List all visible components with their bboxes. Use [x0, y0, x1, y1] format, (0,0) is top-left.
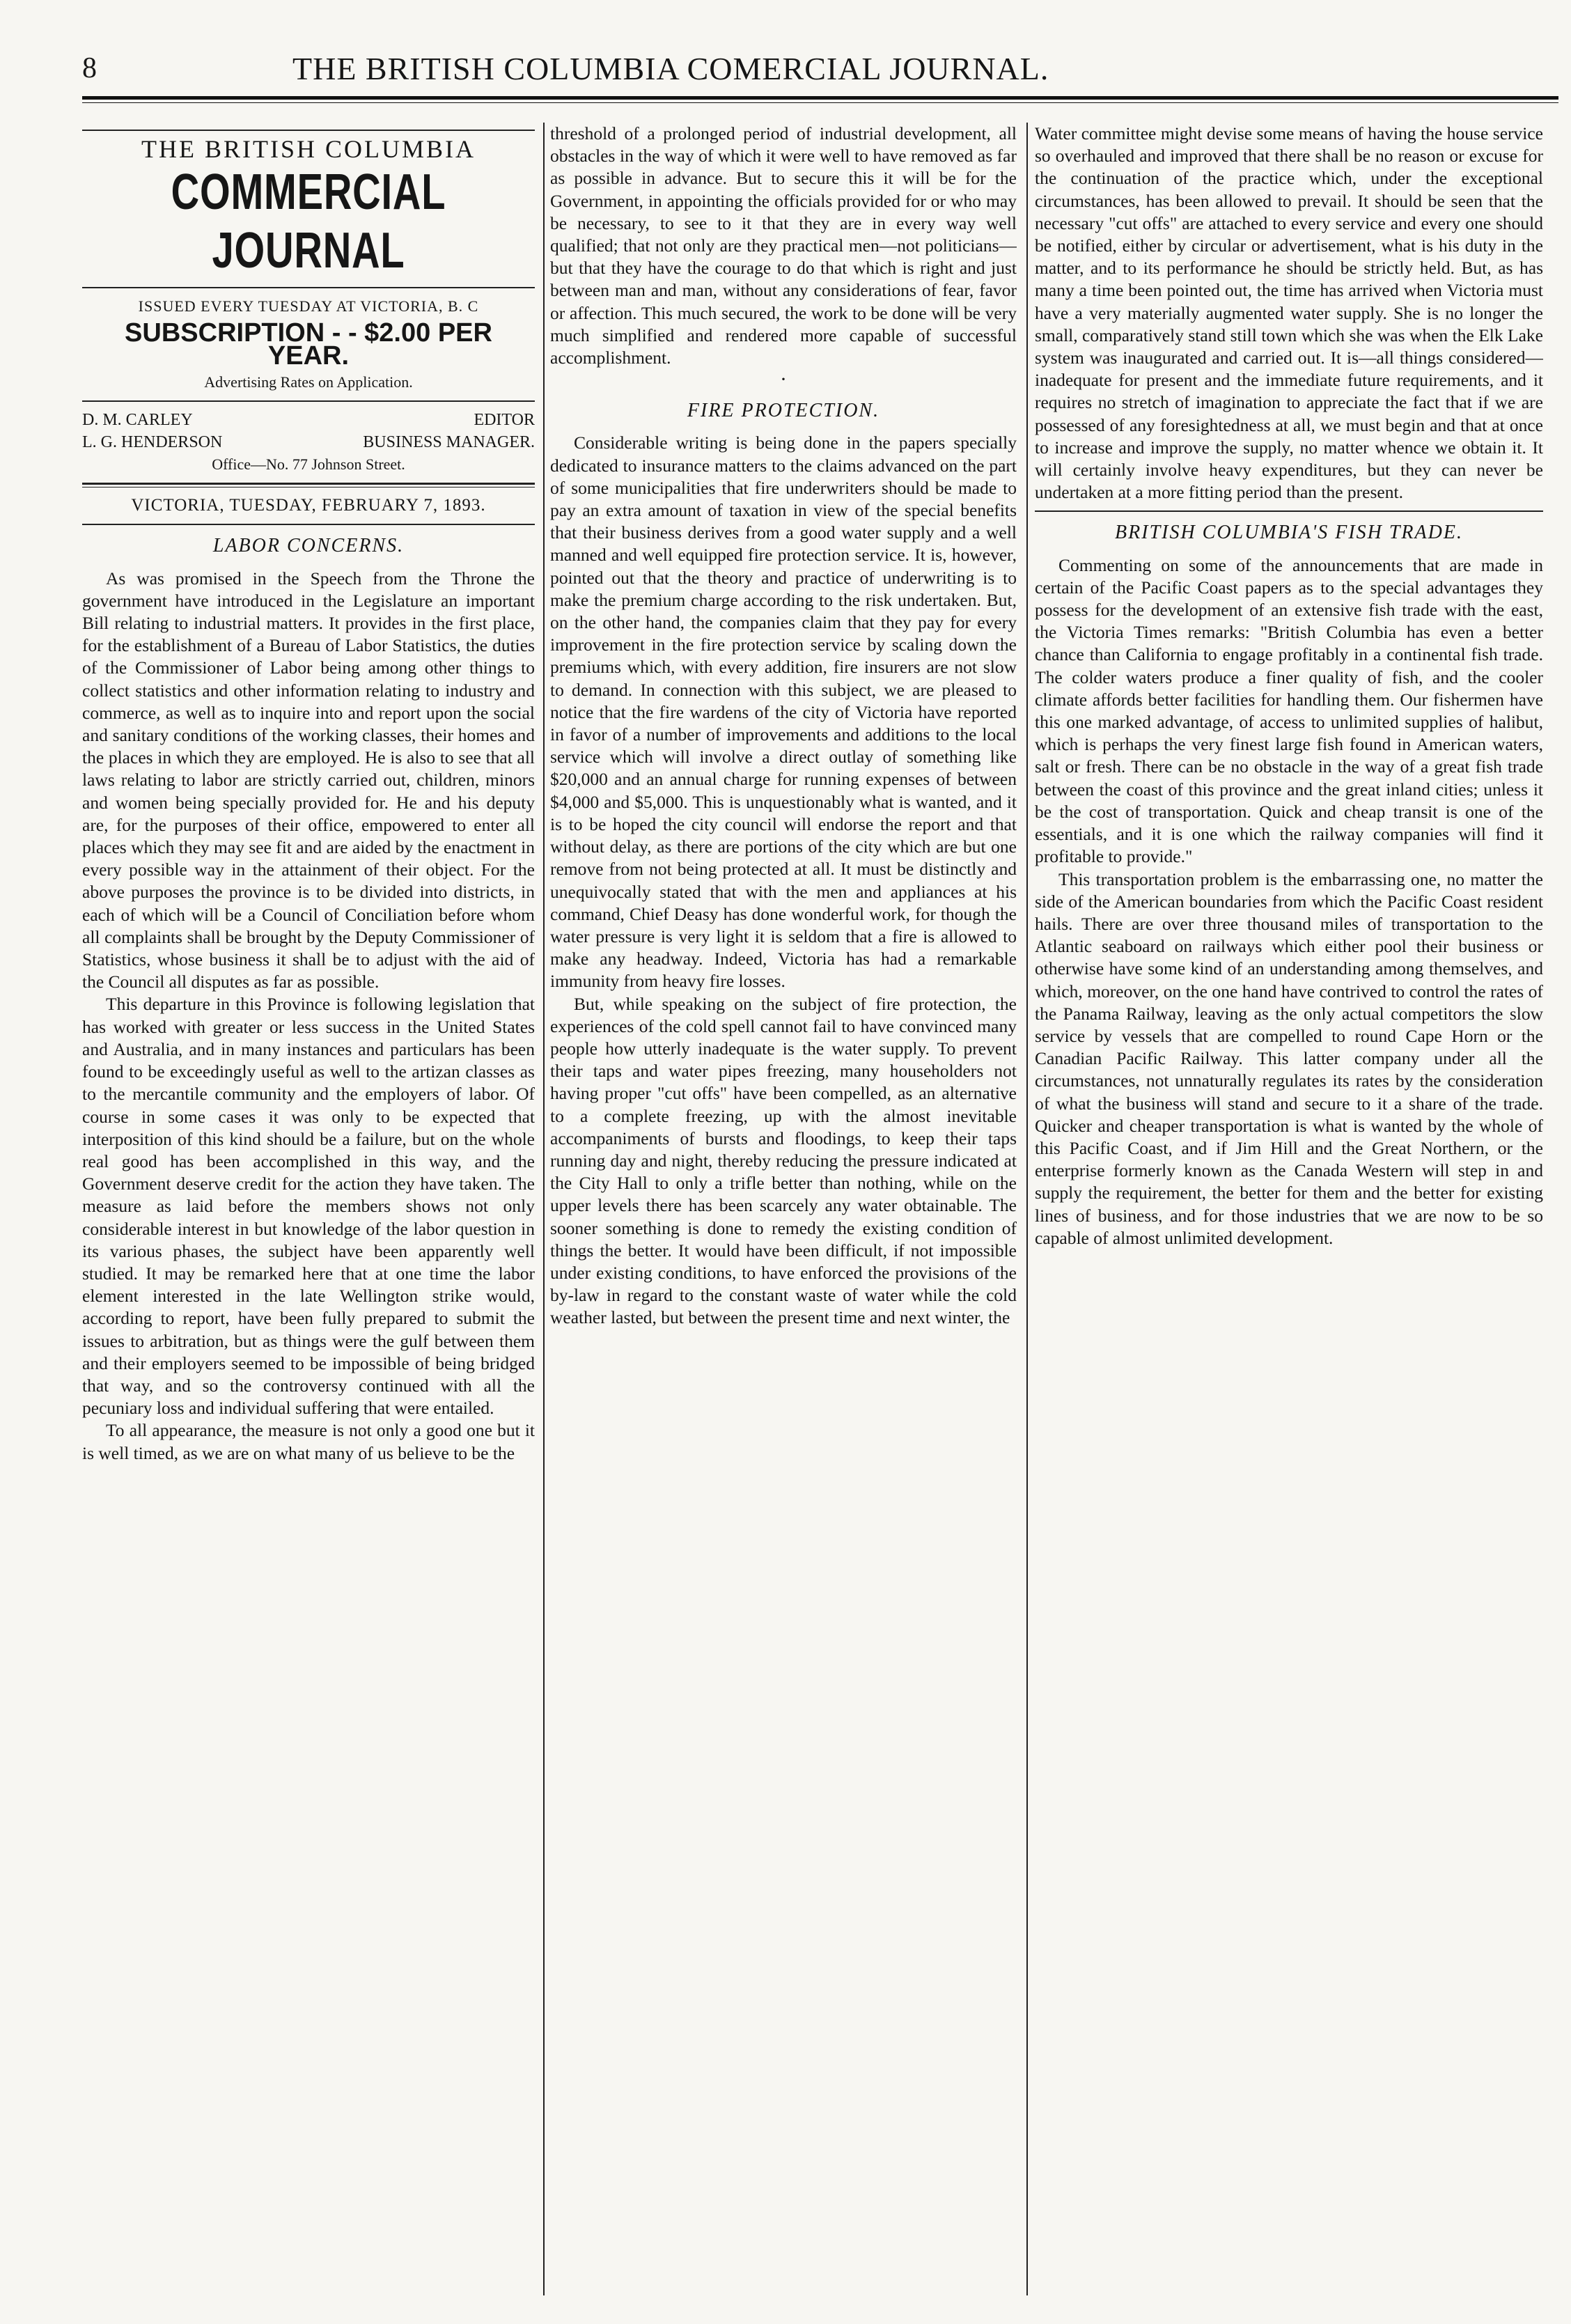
fish-paragraph-2: This transportation problem is the embarrassing one, no matter the side of the American boundaries from which the Pacific Coast resident hails. There are over three thousand miles of transportation to the Atlantic seaboard on railways which either pool their business or otherwise have some kind of an understanding among themselves, and which, moreover, on the one hand have contrived to control the rates of the Panama Railway, leaving as the only actual competitors the slow service by vessels that are compelled to round Cape Horn or the Canadian Pacific Railway. This latter company under all the circumstances, not unnaturally regulates its rates by the consideration of what the business will stand and secure to it a share of the trade. Quicker and cheaper transportation is what is wanted by the whole of this Pacific Coast, and if Jim Hill and the Great Northern, or the enterprise formerly known as the Canada Western will step in and supply the requirement, the better for them and the better for existing lines of business, and for those industries that we are now to be so capable of almost unlimited development.: [1035, 868, 1543, 1248]
labor-paragraph-1: As was promised in the Speech from the Throne the government have introduced in the Legislature an important Bill relating to industrial matters. It provides in the first place, for the establishment of a Bureau of Labor Statistics, the duties of the Commissioner of Labor being among other things to collect statistics and other information relating to industry and commerce, as well as to inquire into and report upon the social and sanitary conditions of the working classes, their homes and the places in which they are employed. He is also to see that all laws relating to labor are strictly carried out, children, minors and women being specially provided for. He and his deputy are, for the purposes of their office, empowered to enter all places which they may see fit and are aided by the enactment in every possible way in the attainment of their object. For the above purposes the province is to be divided into districts, in each of which will be a Council of Conciliation before whom all complaints shall be brought by the Deputy Commissioner of Statistics, whose business it shall be to adjust with the aid of the Council all disputes as far as possible.: [82, 568, 535, 992]
masthead-line1: THE BRITISH COLUMBIA: [141, 135, 476, 163]
staff-rule: [82, 400, 535, 402]
page-number: 8: [82, 52, 97, 84]
fish-headline: BRITISH COLUMBIA'S FISH TRADE.: [1115, 522, 1463, 544]
fish-paragraph-1: Commenting on some of the announcements that are made in certain of the Pacific Coast papers as to the special advantages they possess for the development of an extensive fish trade with the east, the Victoria Times remarks: "British Columbia has even a better chance than California to engage profitably in a continental fish trade. The colder waters produce a finer quality of fish, and the cooler climate affords better facilities for handling them. Our fishermen have this one marked advantage, of access to unlimited supplies of halibut, which is perhaps the very finest large fish found in American waters, salt or fresh. There can be no obstacle in the way of a great fish trade between the coast of this province and the great inland cities; unless it be the cost of transportation. Quick and cheap transit is one of the essentials, and it is one which the railway companies will find it profitable to provide.": [1035, 554, 1543, 867]
labor-paragraph-4: threshold of a prolonged period of industrial development, all obstacles in the way of which it were well to have removed as far as possible in advance. But to secure this it will be for the Government, in appointing the officials provided for or who may be necessary, to see to it that they are in every way well qualified; that not only are they practical men—not politicians—but that they have the courage to do that which is right and just between man and man, without any considerations of fear, favor or affection. This much secured, the work to be done will be very much simplified and rendered more capable of successful accomplishment.: [550, 123, 1017, 368]
dateline-bottom-rule: [82, 524, 535, 525]
column-3: [1035, 123, 1543, 2302]
fire-paragraph-2: But, while speaking on the subject of fire protection, the experiences of the cold spell cannot fail to have convinced many people how utterly inadequate is the water supply. To prevent their taps and water pipes freezing, many householders not having proper "cut offs" have been compelled, as an alternative to a complete freezing, up with the almost inevitable accompaniments of bursts and floodings, to keep their taps running day and night, thereby reducing the pressure indicated at the City Hall to only a trifle better than nothing, while on the upper levels there has been scarcely any water obtainable. The sooner something is done to remedy the existing condition of things the better. It would have been difficult, if not impossible under existing conditions, to have enforced the provisions of the by-law in regard to the constant waste of water while the cold weather lasted, but between the present time and next winter, the: [550, 993, 1017, 1328]
masthead-advertising: Advertising Rates on Application.: [204, 373, 413, 391]
masthead-issued: ISSUED EVERY TUESDAY AT VICTORIA, B. C: [138, 297, 479, 315]
fire-paragraph-1: Considerable writing is being done in the papers specially dedicated to insurance matters to the claims advanced on the part of some municipalities that fire underwriters should be made to pay an extra amount of taxation in view of the special benefits that their business derives from a good water supply and a well manned and well equipped fire protection service. It is, however, pointed out that the theory and practice of underwriting is to make the premium charge according to the risk undertaken. But, on the other hand, the companies claim that they pay for every improvement in the fire protection service by scaling down the premiums which, with every addition, fire insurers are not slow to demand. In connection with this subject, we are pleased to notice that the fire wardens of the city of Victoria have reported in favor of a number of improvements and additions to the local service which will involve a direct outlay of something like $20,000 and an annual charge for running expenses of between $4,000 and $5,000. This is unquestionably what is wanted, and it is to be hoped the city council will endorse the report and that without delay, as there are portions of the city which are but one remove from not being protected at all. It must be distinctly and unequivocally stated that with the men and appliances at his command, Chief Deasy has done wonderful work, for though the water pressure is very light it is seldom that a fire is allowed to make any headway. Indeed, Victoria has had a remarkable immunity from heavy fire losses.: [550, 432, 1017, 992]
column-rule-2: [1026, 123, 1028, 2295]
dateline-rule: [82, 483, 535, 488]
editor-role: EDITOR: [474, 411, 535, 430]
column-1: [82, 123, 535, 2302]
header-rule: [82, 96, 1558, 103]
labor-headline: LABOR CONCERNS.: [212, 535, 405, 557]
masthead-title: COMMERCIAL JOURNAL: [171, 164, 446, 279]
editor-name: D. M. CARLEY: [82, 411, 193, 430]
manager-role: BUSINESS MANAGER.: [363, 433, 535, 452]
masthead-subscription: SUBSCRIPTION - - $2.00 PER YEAR.: [125, 318, 492, 371]
editor-line: [82, 409, 535, 431]
article-end-mark: ·: [780, 368, 787, 391]
dateline: VICTORIA, TUESDAY, FEBRUARY 7, 1893.: [131, 496, 486, 515]
fire-headline: FIRE PROTECTION.: [687, 400, 880, 422]
column-2: [550, 123, 1017, 2302]
manager-name: L. G. HENDERSON: [82, 433, 223, 452]
manager-line: [82, 431, 535, 453]
fire-paragraph-3: Water committee might devise some means of having the house service so overhauled and improved that there shall be no reason or excuse for the continuation of the practice which, under the exceptional circumstances, has been allowed to prevail. It should be seen that the necessary "cut offs" are attached to every service and every one should be notified, either by circular or advertisement, what is his duty in the matter, and to its performance he should be strictly held. But, as has many a time been pointed out, the time has arrived when Victoria must have a very materially augmented water supply. She is no longer the small, comparatively stand still town which she was when the Elk Lake system was inaugurated and carried out. It is—all things considered—inadequate for present and the immediate future requirements, and it requires no stretch of imagination to appreciate the fact that if we are possessed of any foresightedness at all, we must begin and that at once to increase and improve the supply, no matter whence we obtain it. It will certainly involve heavy expenditures, but they can never be undertaken at a more fitting period than the present.: [1035, 123, 1543, 503]
labor-paragraph-2: This departure in this Province is following legislation that has worked with greater or less success in the United States and Australia, and in many instances and particulars has been found to be exceedingly useful as well to the artizan classes as to the mercantile community and the employers of labor. Of course in some cases it was only to be expected that interposition of this kind should be a failure, but on the whole real good has been accomplished in this way, and the Government deserve credit for the action they have taken. The measure as laid before the members shows not only considerable interest in but knowledge of the labor question in its various phases, the subject have been apparently well studied. It may be remarked here that at one time the labor element interested in the late Wellington strike would, according to report, have been fully prepared to submit the issues to arbitration, but as things were the gulf between them and their employers seemed to be impossible of being bridged that way, and so the controversy continued with all the pecuniary loss and individual suffering that were entailed.: [82, 994, 535, 1419]
masthead-top-rule: [82, 130, 535, 131]
masthead-rule: [82, 287, 535, 288]
column-rule-1: [543, 123, 545, 2295]
fish-top-rule: [1035, 510, 1543, 512]
labor-paragraph-3: To all appearance, the measure is not only a good one but it is well timed, as we are on what many of us believe to be the: [82, 1420, 535, 1463]
running-title: THE BRITISH COLUMBIA COMERCIAL JOURNAL.: [292, 51, 1049, 86]
office-address: Office—No. 77 Johnson Street.: [212, 455, 405, 474]
